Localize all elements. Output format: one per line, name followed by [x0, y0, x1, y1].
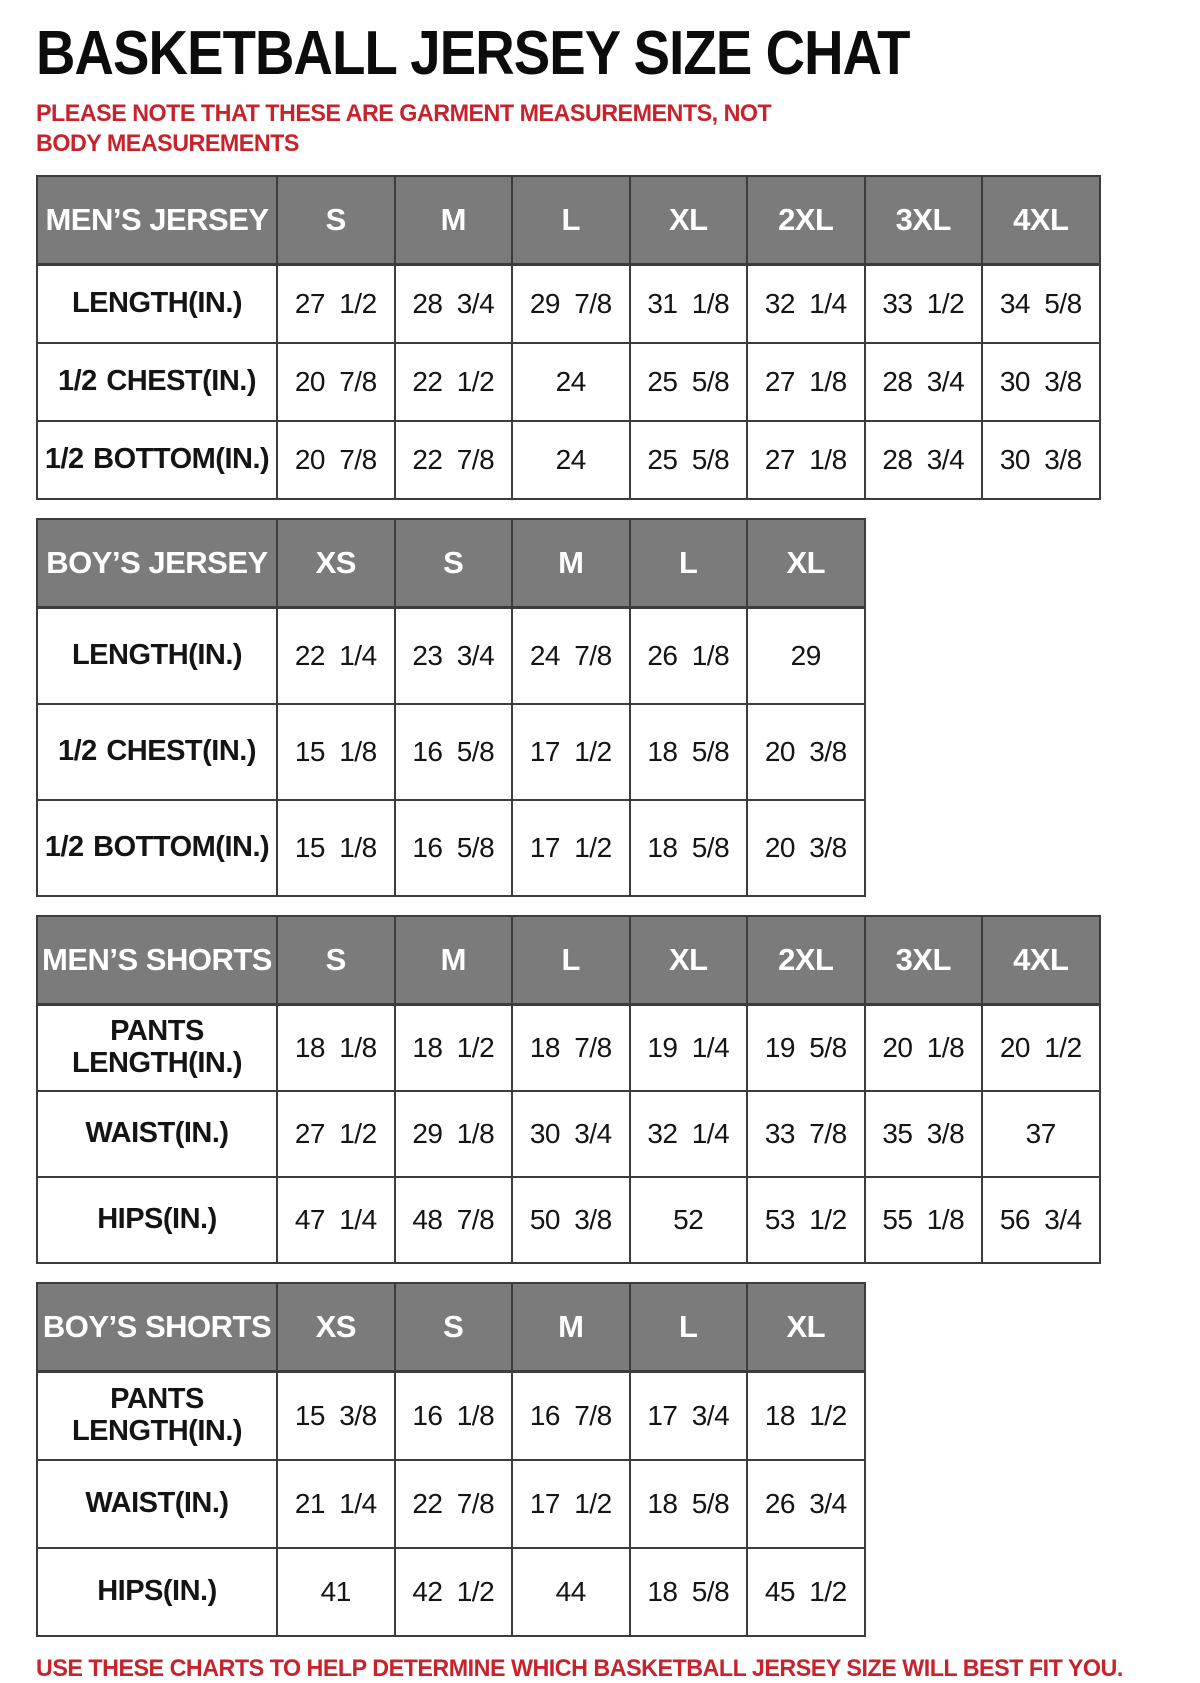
mens-shorts-title-cell: MEN’S SHORTS	[37, 916, 277, 1005]
measurement-cell: 35 3/8	[865, 1091, 983, 1177]
measurement-cell: 29 1/8	[395, 1091, 513, 1177]
size-header-cell: 2XL	[747, 176, 865, 265]
table-row	[37, 1372, 865, 1461]
size-header-cell: XL	[630, 176, 748, 265]
measurement-cell: 32 1/4	[747, 265, 865, 344]
size-header-cell: 4XL	[982, 916, 1100, 1005]
measurement-cell: 30 3/8	[982, 421, 1100, 499]
measurement-cell: 47 1/4	[277, 1177, 395, 1263]
size-header-cell: 2XL	[747, 916, 865, 1005]
table-row	[37, 265, 1100, 344]
row-label: 1/2 CHEST(IN.)	[37, 704, 277, 800]
boys-shorts-title-cell: BOY’S SHORTS	[37, 1283, 277, 1372]
size-header-cell: XL	[630, 916, 748, 1005]
measurement-cell: 41	[277, 1548, 395, 1636]
header-row	[37, 916, 1100, 1005]
measurement-cell: 52	[630, 1177, 748, 1263]
measurement-cell: 30 3/8	[982, 343, 1100, 421]
size-header-cell: M	[395, 916, 513, 1005]
size-header-cell: L	[512, 176, 630, 265]
measurement-cell: 15 1/8	[277, 800, 395, 896]
size-header-cell: M	[395, 176, 513, 265]
measurement-cell: 37	[982, 1091, 1100, 1177]
measurement-cell: 21 1/4	[277, 1460, 395, 1548]
measurement-cell: 15 1/8	[277, 704, 395, 800]
size-header-cell: L	[512, 916, 630, 1005]
measurement-cell: 16 7/8	[512, 1372, 630, 1461]
measurement-cell: 27 1/8	[747, 421, 865, 499]
row-label: LENGTH(IN.)	[37, 265, 277, 344]
measurement-cell: 18 5/8	[630, 800, 748, 896]
measurement-cell: 28 3/4	[865, 421, 983, 499]
measurement-cell: 18 1/2	[395, 1005, 513, 1092]
measurement-cell: 53 1/2	[747, 1177, 865, 1263]
measurement-cell: 24	[512, 421, 630, 499]
size-header-cell: M	[512, 519, 630, 608]
measurement-cell: 23 3/4	[395, 608, 513, 705]
measurement-cell: 20 1/2	[982, 1005, 1100, 1092]
size-header-cell: XS	[277, 1283, 395, 1372]
measurement-cell: 27 1/2	[277, 1091, 395, 1177]
fit-advice-footer: USE THESE CHARTS TO HELP DETERMINE WHICH BASKETBALL JERSEY SIZE WILL BEST FIT YOU.	[36, 1655, 1123, 1682]
measurement-cell: 18 7/8	[512, 1005, 630, 1092]
garment-measurement-note: PLEASE NOTE THAT THESE ARE GARMENT MEASUREMENTS, NOT BODY MEASUREMENTS	[36, 100, 772, 157]
header-row	[37, 176, 1100, 265]
measurement-cell: 30 3/4	[512, 1091, 630, 1177]
measurement-cell: 20 1/8	[865, 1005, 983, 1092]
size-header-cell: 4XL	[982, 176, 1100, 265]
table-row	[37, 704, 865, 800]
measurement-cell: 19 5/8	[747, 1005, 865, 1092]
measurement-cell: 17 3/4	[630, 1372, 748, 1461]
measurement-cell: 25 5/8	[630, 343, 748, 421]
measurement-cell: 20 3/8	[747, 704, 865, 800]
measurement-cell: 15 3/8	[277, 1372, 395, 1461]
measurement-cell: 27 1/8	[747, 343, 865, 421]
measurement-cell: 22 7/8	[395, 421, 513, 499]
row-label: WAIST(IN.)	[37, 1460, 277, 1548]
row-label: 1/2 BOTTOM(IN.)	[37, 800, 277, 896]
measurement-cell: 34 5/8	[982, 265, 1100, 344]
size-header-cell: M	[512, 1283, 630, 1372]
measurement-cell: 22 1/2	[395, 343, 513, 421]
measurement-cell: 26 3/4	[747, 1460, 865, 1548]
row-label: LENGTH(IN.)	[37, 608, 277, 705]
table-row	[37, 421, 1100, 499]
measurement-cell: 16 5/8	[395, 800, 513, 896]
measurement-cell: 45 1/2	[747, 1548, 865, 1636]
measurement-cell: 18 1/8	[277, 1005, 395, 1092]
table-row	[37, 1548, 865, 1636]
measurement-cell: 20 7/8	[277, 343, 395, 421]
measurement-cell: 18 1/2	[747, 1372, 865, 1461]
row-label: HIPS(IN.)	[37, 1177, 277, 1263]
measurement-cell: 27 1/2	[277, 265, 395, 344]
mens-shorts-table	[36, 915, 1101, 1264]
measurement-cell: 28 3/4	[395, 265, 513, 344]
table-row	[37, 1005, 1100, 1092]
measurement-cell: 50 3/8	[512, 1177, 630, 1263]
measurement-cell: 26 1/8	[630, 608, 748, 705]
row-label: PANTS LENGTH(IN.)	[37, 1372, 277, 1461]
measurement-cell: 42 1/2	[395, 1548, 513, 1636]
row-label: 1/2 CHEST(IN.)	[37, 343, 277, 421]
measurement-cell: 24 7/8	[512, 608, 630, 705]
measurement-cell: 16 1/8	[395, 1372, 513, 1461]
table-row	[37, 343, 1100, 421]
measurement-cell: 29 7/8	[512, 265, 630, 344]
boys-shorts-table	[36, 1282, 866, 1637]
size-chart-page	[36, 18, 1200, 1683]
page-title: BASKETBALL JERSEY SIZE CHAT	[36, 19, 910, 88]
size-header-cell: 3XL	[865, 176, 983, 265]
size-header-cell: S	[395, 1283, 513, 1372]
row-label: HIPS(IN.)	[37, 1548, 277, 1636]
size-header-cell: L	[630, 519, 748, 608]
boys-jersey-table	[36, 518, 866, 897]
measurement-cell: 22 1/4	[277, 608, 395, 705]
measurement-cell: 48 7/8	[395, 1177, 513, 1263]
measurement-cell: 25 5/8	[630, 421, 748, 499]
size-header-cell: S	[277, 916, 395, 1005]
measurement-cell: 18 5/8	[630, 1548, 748, 1636]
size-header-cell: S	[395, 519, 513, 608]
measurement-cell: 33 1/2	[865, 265, 983, 344]
measurement-cell: 24	[512, 343, 630, 421]
measurement-cell: 20 3/8	[747, 800, 865, 896]
header-row	[37, 519, 865, 608]
table-row	[37, 1091, 1100, 1177]
mens-jersey-title-cell: MEN’S JERSEY	[37, 176, 277, 265]
table-row	[37, 800, 865, 896]
row-label: WAIST(IN.)	[37, 1091, 277, 1177]
measurement-cell: 29	[747, 608, 865, 705]
measurement-cell: 17 1/2	[512, 800, 630, 896]
boys-jersey-title-cell: BOY’S JERSEY	[37, 519, 277, 608]
measurement-cell: 19 1/4	[630, 1005, 748, 1092]
row-label: PANTS LENGTH(IN.)	[37, 1005, 277, 1092]
measurement-cell: 28 3/4	[865, 343, 983, 421]
size-header-cell: 3XL	[865, 916, 983, 1005]
size-header-cell: L	[630, 1283, 748, 1372]
size-header-cell: XS	[277, 519, 395, 608]
row-label: 1/2 BOTTOM(IN.)	[37, 421, 277, 499]
size-header-cell: XL	[747, 519, 865, 608]
measurement-cell: 17 1/2	[512, 1460, 630, 1548]
measurement-cell: 56 3/4	[982, 1177, 1100, 1263]
measurement-cell: 18 5/8	[630, 704, 748, 800]
header-row	[37, 1283, 865, 1372]
measurement-cell: 20 7/8	[277, 421, 395, 499]
mens-jersey-table	[36, 175, 1101, 500]
size-tables-container	[36, 175, 1200, 1637]
measurement-cell: 32 1/4	[630, 1091, 748, 1177]
table-row	[37, 1460, 865, 1548]
measurement-cell: 31 1/8	[630, 265, 748, 344]
measurement-cell: 18 5/8	[630, 1460, 748, 1548]
table-row	[37, 1177, 1100, 1263]
measurement-cell: 22 7/8	[395, 1460, 513, 1548]
measurement-cell: 17 1/2	[512, 704, 630, 800]
size-header-cell: XL	[747, 1283, 865, 1372]
measurement-cell: 16 5/8	[395, 704, 513, 800]
size-header-cell: S	[277, 176, 395, 265]
measurement-cell: 44	[512, 1548, 630, 1636]
measurement-cell: 55 1/8	[865, 1177, 983, 1263]
measurement-cell: 33 7/8	[747, 1091, 865, 1177]
table-row	[37, 608, 865, 705]
